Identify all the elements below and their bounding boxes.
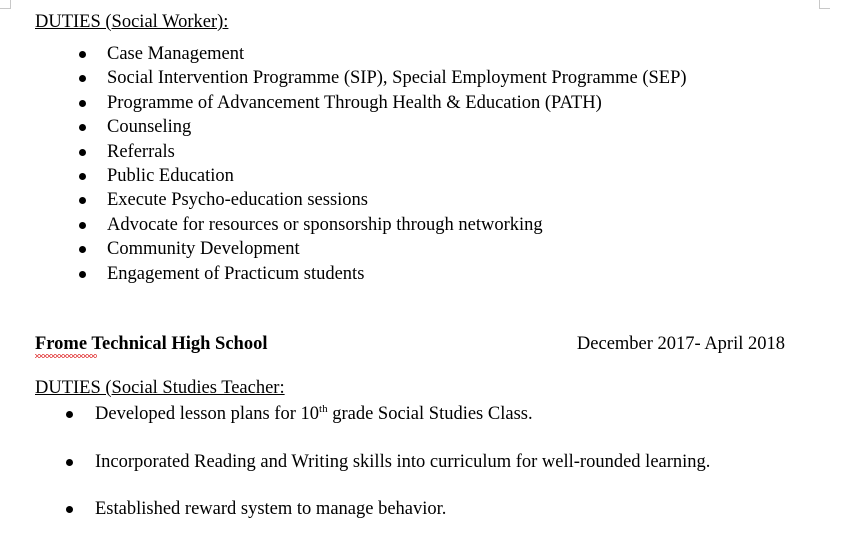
teacher-duties-heading: DUTIES (Social Studies Teacher: <box>35 378 285 398</box>
social-worker-duties-heading: DUTIES (Social Worker): <box>35 12 229 32</box>
list-item <box>0 164 687 188</box>
bullet-icon <box>66 506 73 513</box>
employer-name-text: Frome Technical High School <box>35 334 268 354</box>
list-item-text: Execute Psycho-education sessions <box>107 190 368 211</box>
list-item-text: Community Development <box>107 239 300 260</box>
margin-corner-mark-left <box>0 0 11 9</box>
list-item <box>0 42 687 66</box>
list-item-text: Referrals <box>107 141 175 162</box>
list-item <box>0 450 710 498</box>
list-item-text: Counseling <box>107 117 192 138</box>
bullet-icon <box>79 246 86 253</box>
employment-dates: December 2017- April 2018 <box>576 334 785 354</box>
bullet-icon <box>66 459 73 466</box>
bullet-icon <box>79 173 86 180</box>
employer-name <box>35 332 267 356</box>
bullet-icon <box>66 411 73 418</box>
list-item <box>0 91 687 115</box>
list-item-text: Advocate for resources or sponsorship through networking <box>107 214 543 235</box>
list-item <box>0 262 687 286</box>
bullet-icon <box>79 149 86 156</box>
ordinal-superscript: th <box>319 403 328 415</box>
list-item-text-part: Developed lesson plans for 10 <box>95 404 320 424</box>
list-item <box>0 140 687 164</box>
job-header-row <box>35 332 785 356</box>
bullet-icon <box>79 271 86 278</box>
list-item <box>0 66 687 90</box>
bullet-icon <box>79 75 86 82</box>
list-item-text: Social Intervention Programme (SIP), Special Employment Programme (SEP) <box>107 68 687 89</box>
list-item <box>0 497 710 545</box>
list-item-text: Engagement of Practicum students <box>107 263 365 284</box>
list-item <box>0 237 687 261</box>
margin-corner-mark-right <box>819 0 830 9</box>
bullet-icon <box>79 100 86 107</box>
list-item <box>0 213 687 237</box>
list-item-text: Incorporated Reading and Writing skills into curriculum for well-rounded learning. <box>95 451 711 472</box>
list-item <box>0 188 687 212</box>
list-item-text: Public Education <box>107 165 234 186</box>
list-item-text <box>95 404 533 424</box>
bullet-icon <box>79 197 86 204</box>
bullet-icon <box>79 222 86 229</box>
list-item <box>0 115 687 139</box>
list-item-text: Programme of Advancement Through Health & Education (PATH) <box>107 92 602 113</box>
teacher-duties-list <box>0 402 710 545</box>
bullet-icon <box>79 124 86 131</box>
list-item-text-part: grade Social Studies Class. <box>327 404 533 424</box>
spellcheck-underline <box>35 354 97 358</box>
list-item-text: Case Management <box>107 44 245 64</box>
bullet-icon <box>79 51 86 58</box>
social-worker-duties-list <box>0 42 687 286</box>
list-item <box>0 402 710 450</box>
list-item-text: Established reward system to manage behavior. <box>95 499 447 519</box>
